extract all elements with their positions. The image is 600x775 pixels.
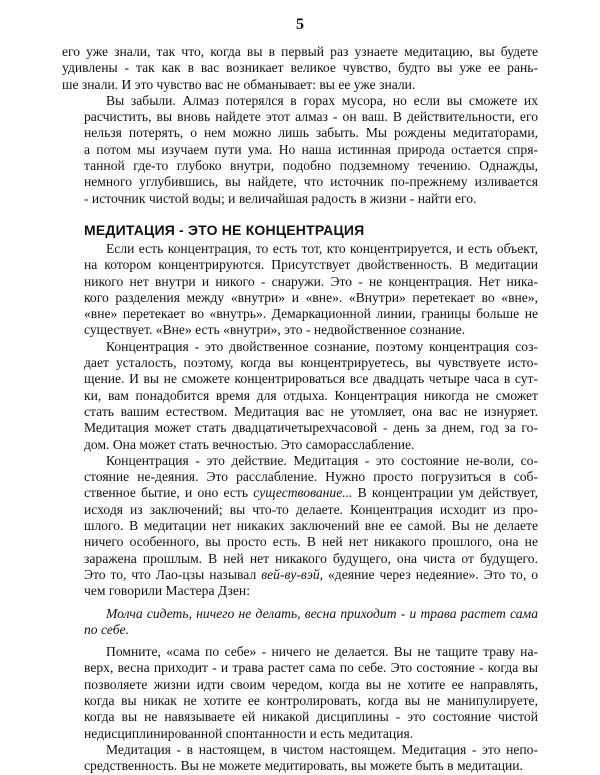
italic-term: вей-ву-вэй, [261,566,324,582]
text-line: стояние не-деяния. Это расслабление. Нужно просто погрузиться в соб- [84,469,538,485]
text-line: ки, вам понадобится время для отдыха. Концентрация никогда не сможет [84,387,538,403]
page-number: 5 [296,16,304,33]
text-line: на котором концентрируются. Присутствует двойственность. В медитации [84,257,538,273]
text-span: «деяние через недеяние». Это то, о [323,566,538,582]
text-line: заражена прошлым. В ней нет никакого будущего, она чиста от будущего. [84,550,538,566]
text-line: расчистить, вы вновь найдете этот алмаз - он ваш. В действительности, его [84,109,538,125]
text-line: Помните, «сама по себе» - ничего не делается. Вы не тащите траву на- [106,644,538,660]
text-line: ше знали. И это чувство вас не обманывает: вы ее уже знали. [62,76,416,92]
text-line: шлого. В медитации нет никаких заключений вне ее самой. Вы не делаете [84,518,538,534]
paragraph [62,44,538,93]
text-line: дом. Она может стать вечностью. Это саморасслабление. [84,436,415,452]
text-line: а потом мы изучаем пути ума. Но наша истинная природа остается спря- [84,141,538,157]
text-span: В концентрации ум действует, [352,485,538,501]
text-line: средственность. Вы не можете медитировать, вы можете быть в медитации. [84,758,523,774]
italic-term: существование... [253,485,353,501]
text-line: стать вашим естеством. Медитация вас не утомляет, она вас не изнуряет. [84,403,538,419]
intro-text [62,44,538,207]
text-line: - источник чистой воды; и величайшая радость в жизни - найти его. [84,190,477,206]
text-line: нельзя потерять, о нем можно лишь забыть. Мы рождены медитаторами, [84,125,538,141]
text-line: когда вы не навязываете ей никакой дисциплины - это состояние чистой [84,709,538,725]
text-line: «вне» перетекает во «внутрь». Демаркационной линии, границы больше не [84,306,538,322]
paragraph [62,453,538,600]
text-line: Медитация может стать двадцатичетырехчасовой - день за днем, год за го- [84,420,538,436]
zen-quote [62,606,538,639]
text-line: по себе. [84,621,129,637]
text-line: когда вы никак не хотите ее контролировать, когда вы не манипулируете, [84,693,538,709]
text-span: Это то, что Лао-цзы называл [84,566,262,582]
paragraph [62,241,538,339]
text-span: ственное бытие, и оно есть [84,485,254,501]
text-line: щение. И вы не сможете концентрироваться все двадцать четыре часа в сут- [84,371,538,387]
text-line: его уже знали, так что, когда вы в первый раз узнаете медитацию, вы будете [62,44,538,59]
section-heading: МЕДИТАЦИЯ - ЭТО НЕ КОНЦЕНТРАЦИЯ [84,222,365,238]
text-line: ничего особенного, вы просто есть. В ней нет никакого прошлого, она не [84,534,538,550]
text-line: никого нет внутри и никого - снаружи. Это - не концентрация. Нет ника- [84,273,538,289]
text-line: Медитация - в настоящем, в чистом настоящем. Медитация - это непо- [106,741,538,757]
text-line: существует. «Вне» есть «внутри», это - недвойственное сознание. [84,322,466,338]
text-line: чем говорили Мастера Дзен: [84,583,250,599]
text-line: кого разделения между «внутри» и «вне». «Внутри» перетекает во «вне», [84,289,538,305]
paragraph [62,93,538,207]
text-line: Концентрация - это действие. Медитация - это состояние не-воли, со- [106,452,538,468]
text-line: Концентрация - это двойственное сознание, поэтому концентрация соз- [106,338,538,354]
text-line: позволяете жизни идти своим чередом, когда вы не хотите ее направлять, [84,676,538,692]
paragraph [62,742,538,775]
text-line: Молча сидеть, ничего не делать, весна приходит - и трава растет сама [106,605,538,621]
text-line: верх, весна приходит - и трава растет сама по себе. Это состояние - когда вы [84,660,538,676]
text-line: удивлены - так как в вас возникает великое чувство, будто вы уже ее рань- [62,60,538,76]
section-text [62,241,538,775]
text-line: дает усталость, поэтому, когда вы концентрируетесь, вы чувствуете исто- [84,355,538,371]
text-line [62,567,538,583]
text-line: Вы забыли. Алмаз потерялся в горах мусора, но если вы сможете их [106,92,538,108]
text-line [62,485,538,501]
text-line: недисциплинированной спонтанности и есть медитация. [84,725,414,741]
text-line: немного углубившись, вы найдете, что источник по-прежнему изливается [84,174,538,190]
paragraph [62,339,538,453]
text-line: исходя из заключений; вы что-то делаете. Концентрация исходит из про- [84,501,538,517]
text-line: Если есть концентрация, то есть тот, кто концентрируется, и есть объект, [106,241,538,256]
paragraph [62,644,538,742]
text-line: танной где-то глубоко внутри, подобно подземному течению. Однажды, [84,158,538,174]
